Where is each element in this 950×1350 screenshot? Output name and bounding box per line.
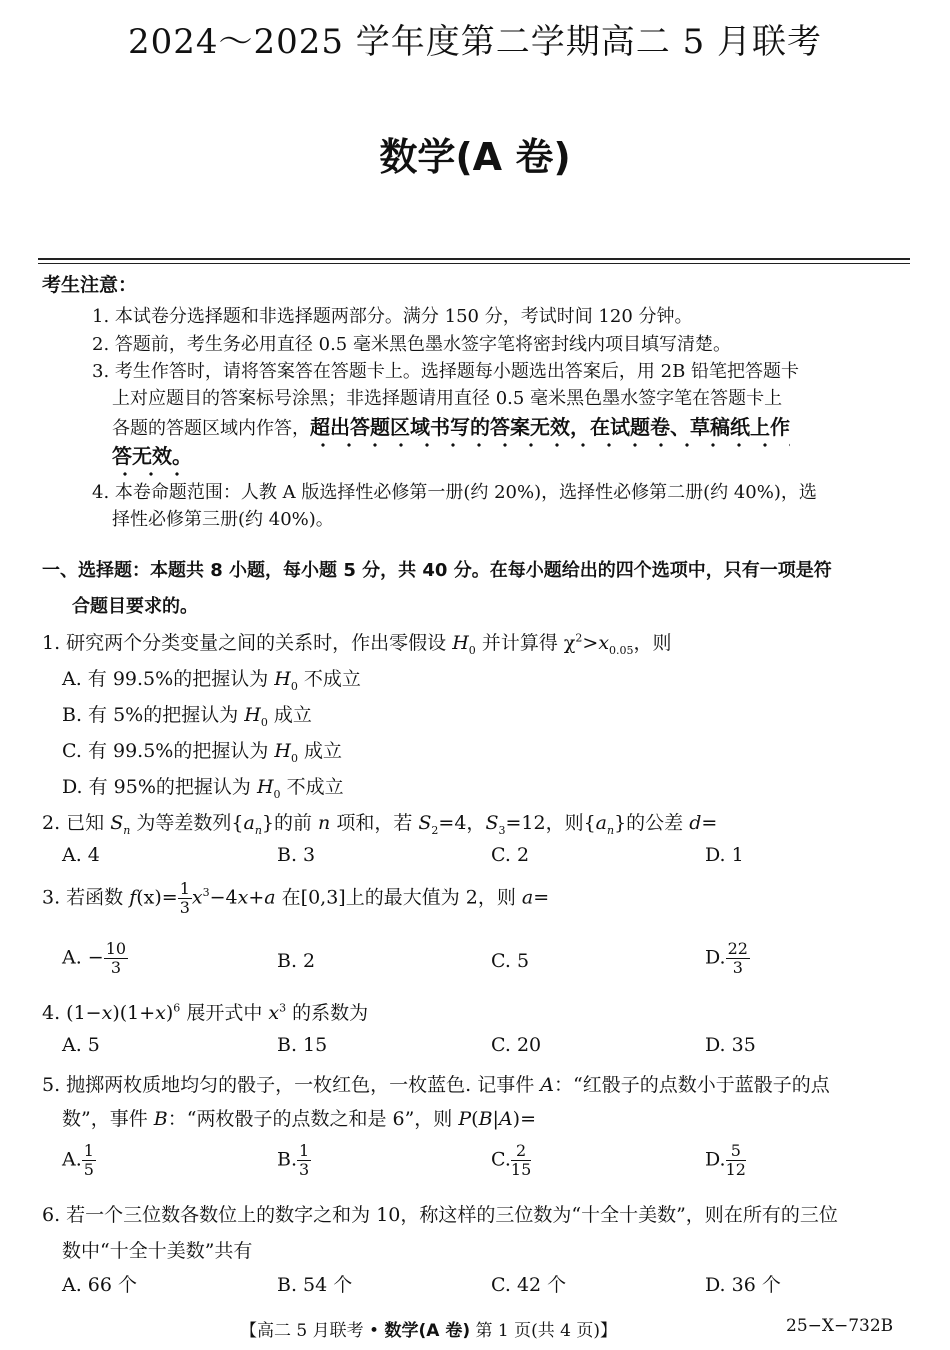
divider-thick xyxy=(38,258,910,260)
notice-item-3-emphasis-end: 答无效。 xyxy=(112,444,192,468)
question-4-option-a: A. 5 xyxy=(62,1034,100,1056)
question-6-stem-line-1: 6. 若一个三位数各数位上的数字之和为 10，称这样的三位数为“十全十美数”，则在所有的三位 xyxy=(42,1204,838,1226)
paper-code: 25−X−732B xyxy=(786,1316,894,1336)
question-1-option-c: C. 有 99.5%的把握认为 $H_0$ 成立 xyxy=(62,740,343,765)
question-5-stem-line-1: 5. 抛掷两枚质地均匀的骰子，一枚红色，一枚蓝色. 记事件 A：“红骰子的点数小于蓝骰子的点 xyxy=(42,1074,830,1096)
section-heading-line-1: 一、选择题：本题共 8 小题，每小题 5 分，共 40 分。在每小题给出的四个选项中，只有一项是符 xyxy=(42,560,832,581)
question-6-option-d: D. 36 个 xyxy=(705,1274,781,1296)
question-4-option-d: D. 35 xyxy=(705,1034,756,1056)
notice-item-4-line-1: 4. 本卷命题范围：人教 A 版选择性必修第一册(约 20%)，选择性必修第二册(约 40%)，选 xyxy=(92,482,817,503)
notice-item-3-plain: 各题的答题区域内作答， xyxy=(112,418,310,439)
question-2-option-a: A. 4 xyxy=(62,844,100,866)
question-3-stem: 3. 若函数 f(x)= $\frac{1}{3}$ $x^3-4x+a$ 在[0,3]上的最大值为 2，则 a= xyxy=(42,879,550,917)
question-1-option-b: B. 有 5%的把握认为 $H_0$ 成立 xyxy=(62,704,312,729)
question-3-option-a: A. − $\frac{10}{3}$ xyxy=(62,939,127,977)
question-3-option-c: C. 5 xyxy=(491,950,530,972)
question-3-option-d: D. $\frac{22}{3}$ xyxy=(705,939,748,977)
question-4-option-c: C. 20 xyxy=(491,1034,542,1056)
notice-item-1: 1. 本试卷分选择题和非选择题两部分。满分 150 分，考试时间 120 分钟。 xyxy=(92,306,693,327)
question-2-stem: 2. 已知 $S_n$ 为等差数列$\{a_n\}$的前 n 项和，若 $S_2=4$，$S_3=12$，则$\{a_n\}$的公差 d= xyxy=(42,812,718,837)
question-5-option-d: D. $\frac{5}{12}$ xyxy=(705,1141,746,1179)
question-5-option-c: C. $\frac{2}{15}$ xyxy=(491,1141,532,1179)
notice-title: 考生注意： xyxy=(42,274,138,296)
notice-item-3-line-2: 上对应题目的答案标号涂黑；非选择题请用直径 0.5 毫米黑色墨水签字笔在答题卡上 xyxy=(112,388,783,409)
question-5-option-a: A. $\frac{1}{5}$ xyxy=(62,1141,94,1179)
question-2-option-d: D. 1 xyxy=(705,844,744,866)
question-1-stem: 1. 研究两个分类变量之间的关系时，作出零假设 $H_0$ 并计算得 $\chi^2>x_{0.05}$，则 xyxy=(42,631,672,657)
notice-item-4-line-2: 择性必修第三册(约 40%)。 xyxy=(112,509,334,530)
notice-item-3-line-4 xyxy=(112,440,192,469)
notice-item-3-line-3 xyxy=(112,411,790,440)
question-5-option-b: B. $\frac{1}{3}$ xyxy=(277,1141,310,1179)
question-6-stem-line-2: 数中“十全十美数”共有 xyxy=(62,1240,253,1262)
question-4-option-b: B. 15 xyxy=(277,1034,328,1056)
question-1-option-a: A. 有 99.5%的把握认为 $H_0$ 不成立 xyxy=(62,668,361,693)
question-6-option-b: B. 54 个 xyxy=(277,1274,353,1296)
notice-item-3-line-1: 3. 考生作答时，请将答案答在答题卡上。选择题每小题选出答案后，用 2B 铅笔把答题卡 xyxy=(92,361,800,382)
page-footer: 【高二 5 月联考 • 数学(A 卷) 第 1 页(共 4 页)】 xyxy=(240,1321,618,1341)
question-1-option-d: D. 有 95%的把握认为 $H_0$ 不成立 xyxy=(62,776,344,801)
notice-item-2: 2. 答题前，考生务必用直径 0.5 毫米黑色墨水签字笔将密封线内项目填写清楚。 xyxy=(92,334,731,355)
exam-subtitle: 数学(A 卷) xyxy=(379,135,571,179)
exam-title: 2024～2025 学年度第二学期高二 5 月联考 xyxy=(127,22,823,62)
notice-item-3-emphasis: 超出答题区域书写的答案无效，在试题卷、草稿纸上作 xyxy=(310,415,790,439)
question-3-option-b: B. 2 xyxy=(277,950,316,972)
question-6-option-a: A. 66 个 xyxy=(62,1274,138,1296)
divider-thin xyxy=(38,263,910,264)
question-4-stem: 4. $(1-x)(1+x)^6$ 展开式中 $x^3$ 的系数为 xyxy=(42,1001,369,1024)
question-2-option-b: B. 3 xyxy=(277,844,316,866)
question-5-stem-line-2: 数”，事件 B：“两枚骰子的点数之和是 6”，则 P(B|A)= xyxy=(62,1108,537,1130)
question-2-option-c: C. 2 xyxy=(491,844,530,866)
section-heading-line-2: 合题目要求的。 xyxy=(72,596,198,617)
question-6-option-c: C. 42 个 xyxy=(491,1274,567,1296)
